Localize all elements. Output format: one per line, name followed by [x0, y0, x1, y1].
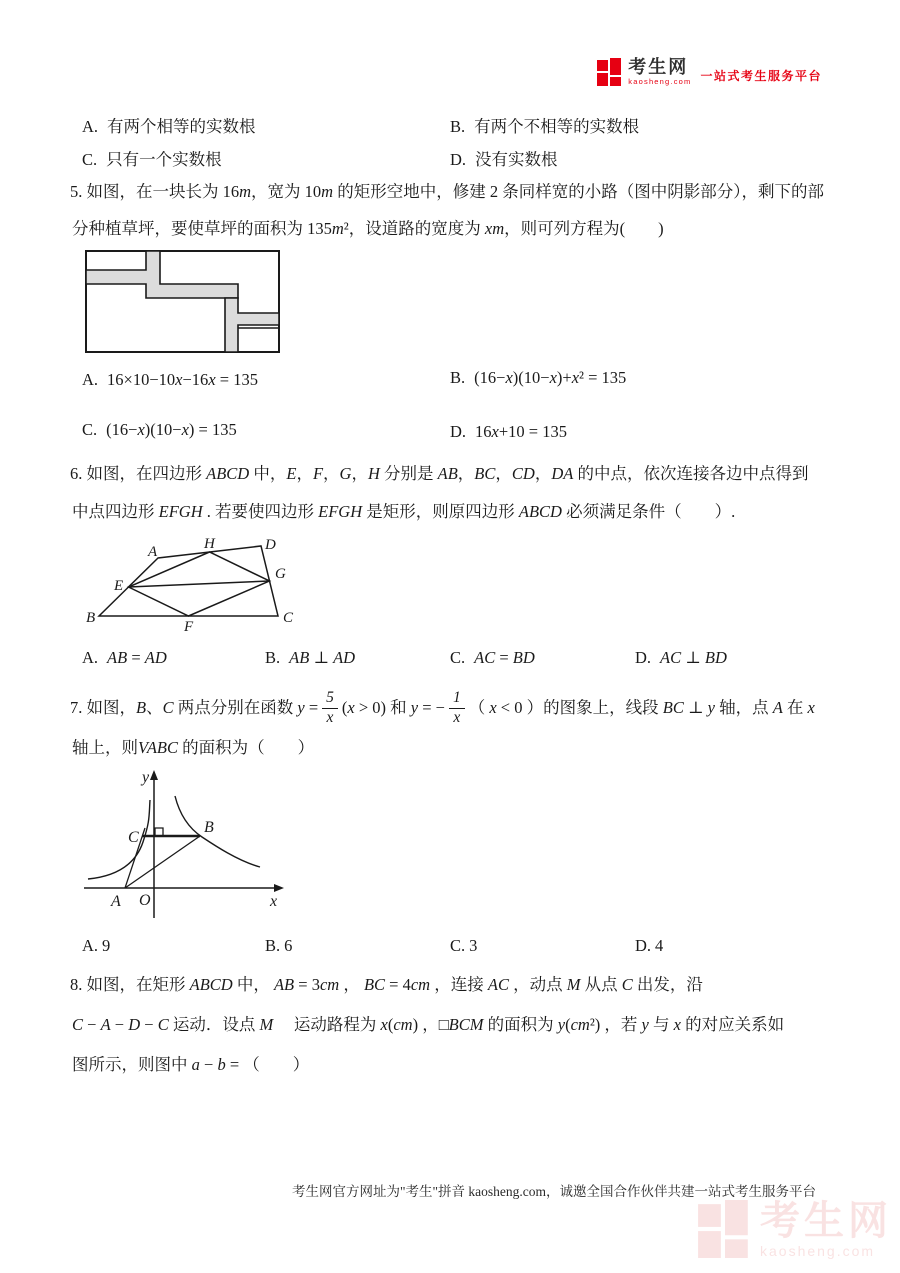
watermark-brand-name: 考生网	[760, 1198, 892, 1243]
label-x-axis: x	[270, 893, 278, 910]
header-logo	[597, 58, 822, 86]
label-H: H	[204, 536, 215, 552]
label-F: F	[184, 619, 194, 632]
watermark-logo	[698, 1200, 892, 1258]
kaosheng-logo-icon	[597, 58, 623, 86]
brand-slogan: 一站式考生服务平台	[700, 68, 822, 83]
q8-line-2: C − A − D − C 运动．设点 M 运动路程为 x(cm) ，□BCM 的面积为 y(cm²) ，若 y 与 x 的对应关系如	[72, 1015, 785, 1034]
segment-EG	[129, 581, 270, 587]
q6-option-d: D. AC ⊥ BD	[635, 648, 727, 667]
watermark-text	[760, 1198, 892, 1259]
right-angle-mark	[155, 828, 163, 836]
curve-5-over-x	[175, 796, 260, 867]
q6-line-1: 6. 如图，在四边形 ABCD 中，E，F，G，H 分别是 AB，BC，CD，DA 的中点，依次连接各边中点得到	[70, 464, 809, 483]
footer-text: 考生网官方网址为"考生"拼音 kaosheng.com，诚邀全国合作伙伴共建一站式考生服务平台	[292, 1184, 817, 1199]
q5-option-a: A. 16×10−10x−16x = 135	[82, 370, 258, 389]
x-axis-arrow	[274, 884, 284, 892]
quadrilateral-midpoints-diagram	[86, 536, 298, 632]
fraction-1-over-x: $\frac{1}{x}$	[449, 690, 465, 726]
q4-option-a: A. 有两个相等的实数根	[82, 117, 256, 136]
label-B: B	[204, 819, 214, 836]
q4-option-b: B. 有两个不相等的实数根	[450, 117, 640, 136]
label-G: G	[275, 566, 286, 582]
q8-line-3: 图所示，则图中 a − b = （ ）	[72, 1055, 310, 1074]
label-C: C	[128, 829, 139, 846]
q7-figure-graph	[78, 766, 298, 929]
y-axis-arrow	[150, 770, 158, 780]
q8-line-1: 8. 如图，在矩形 ABCD 中， AB = 3cm ， BC = 4cm ，连接 AC ，动点 M 从点 C 出发，沿	[70, 975, 703, 994]
brand-text	[628, 58, 691, 86]
q7-option-b: B. 6	[265, 936, 293, 955]
label-C: C	[283, 610, 294, 626]
q5-option-d: D. 16x+10 = 135	[450, 422, 567, 441]
quad-ABCD	[99, 546, 278, 616]
q5-option-b: B. (16−x)(10−x)+x² = 135	[450, 368, 627, 387]
q7-option-c: C. 3	[450, 936, 478, 955]
q7-line-2: 轴上，则VABC 的面积为（ ）	[72, 738, 315, 757]
label-origin: O	[139, 892, 151, 909]
watermark-logo-icon	[698, 1200, 752, 1258]
q7-option-d: D. 4	[635, 936, 664, 955]
q7-line-1: 7. 如图，B、C 两点分别在函数 y = $\frac{5}{x}$ (x > 0) 和 y = − $\frac{1}{x}$ （ x < 0 ）的图象上，线段 BC ⊥ y 轴，点 A 在 x	[70, 689, 815, 726]
q4-option-c: C. 只有一个实数根	[82, 150, 222, 169]
rectangle-paths-diagram	[85, 250, 280, 353]
label-E: E	[114, 578, 124, 594]
fraction-5-over-x: $\frac{5}{x}$	[322, 690, 338, 726]
label-y-axis: y	[142, 769, 150, 786]
q5-figure-rect-paths	[85, 250, 280, 358]
q5-option-c: C. (16−x)(10−x) = 135	[82, 420, 237, 439]
q7-option-a: A. 9	[82, 936, 111, 955]
label-A: A	[148, 544, 158, 560]
label-A: A	[111, 893, 121, 910]
q6-option-c: C. AC = BD	[450, 648, 535, 667]
q5-line-2: 分种植草坪，要使草坪的面积为 135m²，设道路的宽度为 xm，则可列方程为( )	[72, 219, 664, 238]
q5-line-1: 5. 如图，在一块长为 16m，宽为 10m 的矩形空地中，修建 2 条同样宽的小路（图中阴影部分），剩下的部	[70, 182, 824, 201]
brand-name: 考生网	[628, 57, 689, 78]
q4-option-d: D. 没有实数根	[450, 150, 558, 169]
label-B: B	[86, 610, 96, 626]
label-D: D	[265, 537, 276, 553]
watermark-brand-domain: kaosheng.com	[760, 1242, 876, 1259]
hyperbola-graph-diagram	[78, 766, 298, 924]
q6-line-2: 中点四边形 EFGH . 若要使四边形 EFGH 是矩形，则原四边形 ABCD 必须满足条件（ ）.	[72, 502, 736, 521]
q6-option-a: A. AB = AD	[82, 648, 167, 667]
brand-domain: kaosheng.com	[628, 77, 692, 87]
q6-figure-quadrilateral	[86, 536, 298, 637]
q6-option-b: B. AB ⊥ AD	[265, 648, 356, 667]
